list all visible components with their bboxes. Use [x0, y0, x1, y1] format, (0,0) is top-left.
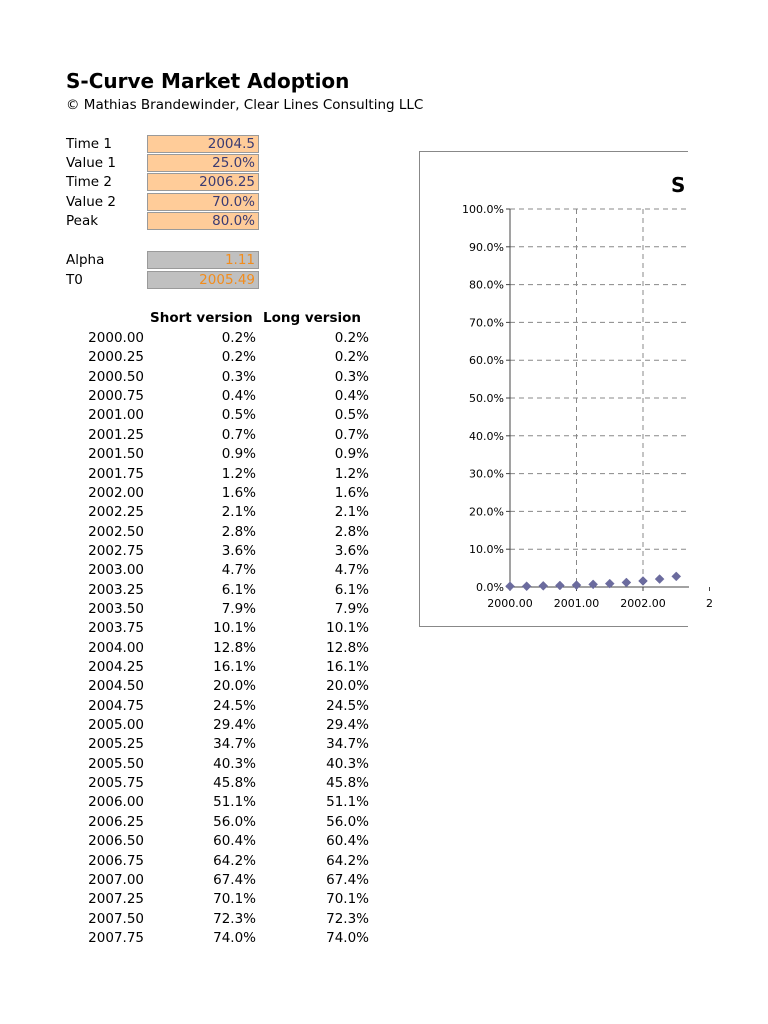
long-version-cell[interactable]: 0.5%: [334, 407, 369, 424]
time-cell[interactable]: 2007.50: [88, 910, 144, 927]
table-row: [0, 735, 380, 754]
header-short-version: Short version: [150, 310, 253, 326]
short-version-cell[interactable]: 0.3%: [221, 368, 256, 385]
short-version-cell[interactable]: 7.9%: [221, 600, 256, 617]
table-row: [0, 523, 380, 542]
time-cell[interactable]: 2000.50: [88, 368, 144, 385]
data-point: [622, 578, 631, 587]
table-row: [0, 832, 380, 851]
data-point: [672, 572, 681, 581]
time-cell[interactable]: 2004.25: [88, 659, 144, 675]
long-version-cell[interactable]: 51.1%: [326, 794, 369, 811]
table-row: [0, 774, 380, 793]
short-version-cell[interactable]: 24.5%: [213, 697, 256, 714]
data-point: [655, 575, 664, 584]
table-row: [0, 852, 380, 871]
time-cell[interactable]: 2001.00: [88, 407, 144, 424]
table-row: [0, 387, 380, 406]
time-cell[interactable]: 2000.75: [88, 388, 144, 405]
short-version-cell[interactable]: 2.1%: [221, 504, 256, 521]
value2-input[interactable]: 70.0%: [147, 193, 259, 211]
short-version-cell[interactable]: 45.8%: [213, 775, 256, 791]
long-version-cell[interactable]: 24.5%: [326, 697, 369, 714]
table-row: [0, 561, 380, 580]
table-row: [0, 716, 380, 735]
time-cell[interactable]: 2002.00: [88, 484, 144, 501]
time-cell[interactable]: 2001.25: [88, 426, 144, 443]
short-version-cell[interactable]: 67.4%: [213, 871, 256, 888]
short-version-cell[interactable]: 1.2%: [221, 465, 256, 482]
table-row: [0, 658, 380, 677]
y-tick-label: 10.0%: [469, 543, 504, 557]
short-version-cell[interactable]: 0.9%: [221, 446, 256, 463]
table-row: [0, 619, 380, 638]
short-version-cell[interactable]: 29.4%: [213, 717, 256, 733]
long-version-cell[interactable]: 0.4%: [334, 388, 369, 405]
long-version-cell[interactable]: 67.4%: [326, 871, 369, 888]
time-cell[interactable]: 2002.25: [88, 504, 144, 521]
long-version-cell[interactable]: 40.3%: [326, 755, 369, 772]
y-tick-label: 70.0%: [469, 316, 504, 330]
short-version-cell[interactable]: 64.2%: [213, 852, 256, 869]
alpha-value: 1.11: [147, 251, 259, 269]
y-tick-label: 60.0%: [469, 354, 504, 368]
x-tick-label: 2: [706, 597, 713, 610]
header-long-version: Long version: [263, 310, 362, 326]
table-row: [0, 484, 380, 503]
long-version-cell[interactable]: 2.1%: [334, 504, 369, 521]
long-version-cell[interactable]: 0.2%: [334, 349, 369, 366]
data-point: [589, 580, 598, 589]
long-version-cell[interactable]: 64.2%: [326, 852, 369, 869]
short-version-cell[interactable]: 3.6%: [221, 542, 256, 559]
long-version-cell[interactable]: 60.4%: [326, 833, 369, 850]
data-point: [572, 581, 581, 590]
long-version-cell[interactable]: 1.6%: [334, 484, 369, 501]
time-cell[interactable]: 2006.50: [88, 833, 144, 850]
time-cell[interactable]: 2005.00: [88, 717, 144, 733]
alpha-label: Alpha: [66, 252, 105, 268]
time-cell[interactable]: 2003.25: [88, 581, 144, 598]
short-version-cell[interactable]: 70.1%: [213, 891, 256, 908]
long-version-cell[interactable]: 7.9%: [334, 600, 369, 617]
time1-label: Time 1: [66, 136, 112, 152]
short-version-cell[interactable]: 0.2%: [221, 330, 256, 346]
short-version-cell[interactable]: 74.0%: [213, 929, 256, 946]
table-row: [0, 639, 380, 658]
time-cell[interactable]: 2003.50: [88, 600, 144, 617]
y-tick-label: 0.0%: [476, 581, 504, 594]
data-point: [506, 582, 515, 591]
long-version-cell[interactable]: 74.0%: [326, 929, 369, 946]
time-cell[interactable]: 2007.75: [88, 929, 144, 946]
time-cell[interactable]: 2007.00: [88, 871, 144, 888]
copyright-line: © Mathias Brandewinder, Clear Lines Consulting LLC: [66, 97, 424, 113]
peak-input[interactable]: 80.0%: [147, 212, 259, 230]
time-cell[interactable]: 2005.75: [88, 775, 144, 791]
short-version-cell[interactable]: 40.3%: [213, 755, 256, 772]
table-row: [0, 542, 380, 561]
table-row: [0, 813, 380, 832]
time-cell[interactable]: 2000.25: [88, 349, 144, 366]
short-version-cell[interactable]: 20.0%: [213, 678, 256, 695]
table-row: [0, 329, 380, 348]
table-row: [0, 793, 380, 812]
table-row: [0, 697, 380, 716]
time-cell[interactable]: 2006.25: [88, 813, 144, 830]
data-point: [539, 581, 548, 590]
long-version-cell[interactable]: 10.1%: [326, 620, 369, 637]
table-row: [0, 600, 380, 619]
y-tick-label: 90.0%: [469, 240, 504, 254]
data-point: [639, 576, 648, 585]
table-row: [0, 910, 380, 929]
table-row: [0, 677, 380, 696]
table-row: [0, 581, 380, 600]
long-version-cell[interactable]: 56.0%: [326, 813, 369, 830]
time-cell[interactable]: 2005.50: [88, 755, 144, 772]
short-version-cell[interactable]: 72.3%: [213, 910, 256, 927]
time-cell[interactable]: 2004.75: [88, 697, 144, 714]
short-version-cell[interactable]: 10.1%: [213, 620, 256, 637]
chart-title: S: [671, 173, 686, 197]
short-version-cell[interactable]: 0.2%: [221, 349, 256, 366]
long-version-cell[interactable]: 16.1%: [326, 659, 369, 675]
short-version-cell[interactable]: 56.0%: [213, 813, 256, 830]
short-version-cell[interactable]: 51.1%: [213, 794, 256, 811]
short-version-cell[interactable]: 6.1%: [221, 581, 256, 598]
long-version-cell[interactable]: 3.6%: [334, 542, 369, 559]
time-cell[interactable]: 2002.75: [88, 542, 144, 559]
t0-value: 2005.49: [147, 271, 259, 289]
time2-input[interactable]: 2006.25: [147, 173, 259, 191]
short-version-cell[interactable]: 12.8%: [213, 639, 256, 656]
y-tick-label: 20.0%: [469, 505, 504, 519]
long-version-cell[interactable]: 34.7%: [326, 736, 369, 753]
time-cell[interactable]: 2000.00: [88, 330, 144, 346]
y-tick-label: 40.0%: [469, 429, 504, 443]
time-cell[interactable]: 2004.00: [88, 639, 144, 656]
long-version-cell[interactable]: 20.0%: [326, 678, 369, 695]
short-version-cell[interactable]: 0.5%: [221, 407, 256, 424]
time-cell[interactable]: 2002.50: [88, 523, 144, 540]
long-version-cell[interactable]: 1.2%: [334, 465, 369, 482]
time-cell[interactable]: 2004.50: [88, 678, 144, 695]
value2-label: Value 2: [66, 194, 116, 210]
time-cell[interactable]: 2007.25: [88, 891, 144, 908]
long-version-cell[interactable]: 12.8%: [326, 639, 369, 656]
table-row: [0, 465, 380, 484]
long-version-cell[interactable]: 29.4%: [326, 717, 369, 733]
x-tick-label: 2002.00: [620, 597, 666, 610]
table-row: [0, 755, 380, 774]
time-cell[interactable]: 2006.00: [88, 794, 144, 811]
t0-label: T0: [66, 272, 83, 288]
short-version-cell[interactable]: 1.6%: [221, 484, 256, 501]
s-curve-chart: [420, 152, 713, 628]
time-cell[interactable]: 2003.00: [88, 562, 144, 579]
short-version-cell[interactable]: 0.7%: [221, 426, 256, 443]
time-cell[interactable]: 2001.50: [88, 446, 144, 463]
short-version-cell[interactable]: 16.1%: [213, 659, 256, 675]
table-row: [0, 368, 380, 387]
short-version-cell[interactable]: 2.8%: [221, 523, 256, 540]
y-tick-label: 80.0%: [469, 278, 504, 292]
long-version-cell[interactable]: 4.7%: [334, 562, 369, 579]
y-tick-label: 30.0%: [469, 467, 504, 481]
short-version-cell[interactable]: 34.7%: [213, 736, 256, 753]
long-version-cell[interactable]: 70.1%: [326, 891, 369, 908]
time-cell[interactable]: 2001.75: [88, 465, 144, 482]
long-version-cell[interactable]: 2.8%: [334, 523, 369, 540]
table-row: [0, 426, 380, 445]
time2-label: Time 2: [66, 174, 112, 190]
long-version-cell[interactable]: 45.8%: [326, 775, 369, 791]
x-tick-label: 2000.00: [487, 597, 533, 610]
table-row: [0, 890, 380, 909]
table-row: [0, 929, 380, 948]
long-version-cell[interactable]: 72.3%: [326, 910, 369, 927]
short-version-cell[interactable]: 60.4%: [213, 833, 256, 850]
y-tick-label: 50.0%: [469, 392, 504, 405]
value1-label: Value 1: [66, 155, 116, 171]
table-row: [0, 503, 380, 522]
chart-area[interactable]: [419, 151, 713, 627]
data-point: [555, 581, 564, 590]
long-version-cell[interactable]: 0.9%: [334, 446, 369, 463]
x-tick-label: 2001.00: [553, 597, 600, 610]
time1-input[interactable]: 2004.5: [147, 135, 259, 153]
table-row: [0, 348, 380, 367]
table-row: [0, 871, 380, 890]
peak-label: Peak: [66, 213, 99, 229]
long-version-cell[interactable]: 0.3%: [334, 368, 369, 385]
time-cell[interactable]: 2005.25: [88, 736, 144, 753]
long-version-cell[interactable]: 6.1%: [334, 581, 369, 598]
y-tick-label: 100.0%: [462, 203, 504, 216]
data-point: [522, 582, 531, 591]
table-row: [0, 406, 380, 425]
table-row: [0, 445, 380, 464]
short-version-cell[interactable]: 4.7%: [221, 562, 256, 579]
long-version-cell[interactable]: 0.2%: [334, 330, 369, 346]
value1-input[interactable]: 25.0%: [147, 154, 259, 172]
time-cell[interactable]: 2003.75: [88, 620, 144, 637]
long-version-cell[interactable]: 0.7%: [334, 426, 369, 443]
short-version-cell[interactable]: 0.4%: [221, 388, 256, 405]
time-cell[interactable]: 2006.75: [88, 852, 144, 869]
page-title: S-Curve Market Adoption: [66, 69, 350, 93]
